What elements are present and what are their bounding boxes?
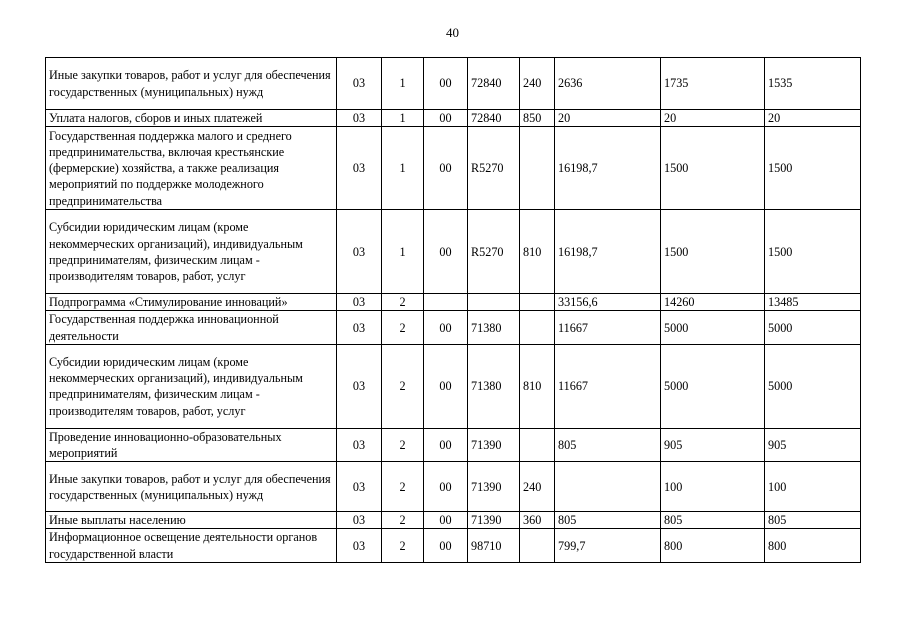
cell-section: 03 (337, 512, 382, 529)
cell-program: 00 (424, 110, 468, 127)
cell-expense-type (520, 529, 555, 562)
cell-section: 03 (337, 294, 382, 311)
table-row (46, 428, 861, 461)
cell-amount-year1: 20 (555, 110, 661, 127)
cell-subsection: 2 (382, 529, 424, 562)
cell-program (424, 294, 468, 311)
cell-amount-year3: 905 (765, 428, 861, 461)
cell-program: 00 (424, 344, 468, 428)
cell-expense-type: 240 (520, 58, 555, 110)
cell-program: 00 (424, 529, 468, 562)
cell-amount-year2: 1735 (661, 58, 765, 110)
cell-target-article: R5270 (468, 127, 520, 210)
cell-program: 00 (424, 58, 468, 110)
cell-program: 00 (424, 311, 468, 344)
cell-target-article: 71390 (468, 512, 520, 529)
table-row (46, 512, 861, 529)
cell-amount-year2: 14260 (661, 294, 765, 311)
cell-expense-type: 360 (520, 512, 555, 529)
cell-amount-year2: 1500 (661, 210, 765, 294)
cell-amount-year1: 11667 (555, 311, 661, 344)
cell-amount-year3: 1535 (765, 58, 861, 110)
cell-target-article: 71380 (468, 311, 520, 344)
cell-subsection: 1 (382, 110, 424, 127)
cell-program: 00 (424, 428, 468, 461)
cell-expense-type (520, 127, 555, 210)
cell-program: 00 (424, 512, 468, 529)
cell-section: 03 (337, 311, 382, 344)
cell-target-article: 71380 (468, 344, 520, 428)
cell-target-article: 72840 (468, 58, 520, 110)
cell-expense-type: 240 (520, 462, 555, 512)
cell-target-article: 98710 (468, 529, 520, 562)
cell-amount-year1: 2636 (555, 58, 661, 110)
cell-amount-year3: 805 (765, 512, 861, 529)
row-name: Иные выплаты населению (46, 512, 337, 529)
cell-subsection: 2 (382, 344, 424, 428)
table-row (46, 462, 861, 512)
cell-subsection: 1 (382, 58, 424, 110)
cell-amount-year3: 13485 (765, 294, 861, 311)
cell-target-article: R5270 (468, 210, 520, 294)
row-name: Субсидии юридическим лицам (кроме некоммерческих организаций), индивидуальным предпринимателям, физическим лицам - производителям товаров, работ, услуг (46, 344, 337, 428)
cell-amount-year2: 100 (661, 462, 765, 512)
cell-subsection: 2 (382, 428, 424, 461)
row-name: Иные закупки товаров, работ и услуг для обеспечения государственных (муниципальных) нужд (46, 462, 337, 512)
budget-table (45, 57, 861, 563)
row-name: Субсидии юридическим лицам (кроме некоммерческих организаций), индивидуальным предпринимателям, физическим лицам - производителям товаров, работ, услуг (46, 210, 337, 294)
table-row (46, 294, 861, 311)
cell-section: 03 (337, 210, 382, 294)
cell-amount-year2: 800 (661, 529, 765, 562)
cell-amount-year1: 33156,6 (555, 294, 661, 311)
row-name: Подпрограмма «Стимулирование инноваций» (46, 294, 337, 311)
cell-expense-type (520, 294, 555, 311)
cell-expense-type: 810 (520, 210, 555, 294)
cell-target-article (468, 294, 520, 311)
cell-amount-year3: 5000 (765, 311, 861, 344)
cell-expense-type (520, 428, 555, 461)
cell-target-article: 72840 (468, 110, 520, 127)
row-name: Государственная поддержка инновационной деятельности (46, 311, 337, 344)
cell-program: 00 (424, 127, 468, 210)
cell-amount-year3: 800 (765, 529, 861, 562)
cell-target-article: 71390 (468, 462, 520, 512)
table-row (46, 110, 861, 127)
cell-amount-year1: 805 (555, 428, 661, 461)
cell-section: 03 (337, 344, 382, 428)
cell-section: 03 (337, 529, 382, 562)
cell-subsection: 1 (382, 127, 424, 210)
cell-subsection: 1 (382, 210, 424, 294)
cell-amount-year2: 20 (661, 110, 765, 127)
cell-program: 00 (424, 462, 468, 512)
cell-expense-type: 850 (520, 110, 555, 127)
cell-amount-year3: 5000 (765, 344, 861, 428)
table-row (46, 210, 861, 294)
table-row (46, 311, 861, 344)
cell-subsection: 2 (382, 512, 424, 529)
cell-amount-year2: 5000 (661, 344, 765, 428)
cell-section: 03 (337, 428, 382, 461)
cell-amount-year1: 11667 (555, 344, 661, 428)
cell-amount-year3: 1500 (765, 210, 861, 294)
cell-amount-year2: 905 (661, 428, 765, 461)
cell-expense-type: 810 (520, 344, 555, 428)
table-row (46, 529, 861, 562)
cell-amount-year3: 100 (765, 462, 861, 512)
cell-section: 03 (337, 462, 382, 512)
cell-target-article: 71390 (468, 428, 520, 461)
cell-subsection: 2 (382, 311, 424, 344)
cell-amount-year3: 1500 (765, 127, 861, 210)
cell-amount-year2: 805 (661, 512, 765, 529)
row-name: Государственная поддержка малого и среднего предпринимательства, включая крестьянские (фермерские) хозяйства, а также реализация мероприятий по поддержке молодежного предпринимательства (46, 127, 337, 210)
cell-section: 03 (337, 58, 382, 110)
row-name: Иные закупки товаров, работ и услуг для обеспечения государственных (муниципальных) нужд (46, 58, 337, 110)
table-row (46, 58, 861, 110)
cell-subsection: 2 (382, 294, 424, 311)
cell-subsection: 2 (382, 462, 424, 512)
table-body (46, 58, 861, 563)
cell-amount-year2: 1500 (661, 127, 765, 210)
table-row (46, 127, 861, 210)
cell-amount-year1: 805 (555, 512, 661, 529)
row-name: Уплата налогов, сборов и иных платежей (46, 110, 337, 127)
cell-amount-year3: 20 (765, 110, 861, 127)
cell-expense-type (520, 311, 555, 344)
cell-amount-year2: 5000 (661, 311, 765, 344)
cell-amount-year1: 799,7 (555, 529, 661, 562)
cell-section: 03 (337, 127, 382, 210)
cell-section: 03 (337, 110, 382, 127)
page-number: 40 (446, 25, 459, 40)
cell-program: 00 (424, 210, 468, 294)
table-row (46, 344, 861, 428)
cell-amount-year1: 16198,7 (555, 127, 661, 210)
cell-amount-year1 (555, 462, 661, 512)
row-name: Информационное освещение деятельности органов государственной власти (46, 529, 337, 562)
row-name: Проведение инновационно-образовательных мероприятий (46, 428, 337, 461)
cell-amount-year1: 16198,7 (555, 210, 661, 294)
